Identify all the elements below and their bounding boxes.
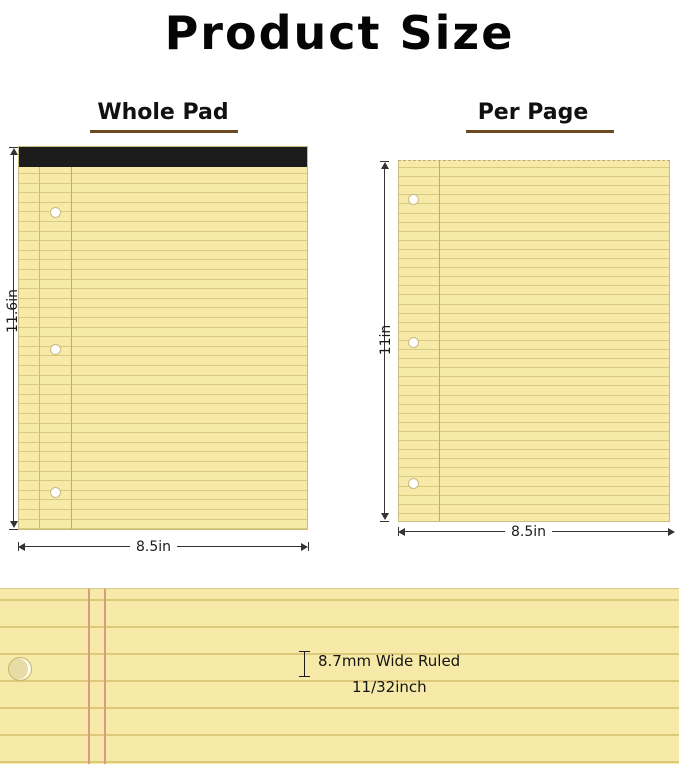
rule-line xyxy=(19,480,307,481)
rule-line xyxy=(19,403,307,404)
whole-pad-edge-line xyxy=(39,167,40,529)
rule-line xyxy=(19,250,307,251)
rule-line xyxy=(19,346,307,347)
rule-line xyxy=(19,423,307,424)
rule-line xyxy=(19,384,307,385)
rule-line xyxy=(19,355,307,356)
rule-line xyxy=(19,288,307,289)
whole-pad-width-cap-right xyxy=(308,542,309,551)
punch-hole-bottom xyxy=(50,487,61,498)
rule-line xyxy=(19,327,307,328)
rule-line xyxy=(19,519,307,520)
rule-spacing-caliper-cap-top xyxy=(299,651,310,652)
detail-punch-hole xyxy=(8,657,32,681)
page-title: Product Size xyxy=(164,6,515,60)
per-page-height-arrow-bottom xyxy=(381,513,389,520)
rule-line xyxy=(19,202,307,203)
rule-line xyxy=(19,221,307,222)
rule-line xyxy=(19,471,307,472)
rule-line xyxy=(19,365,307,366)
rule-line xyxy=(19,413,307,414)
rule-line xyxy=(19,211,307,212)
rule-line xyxy=(19,183,307,184)
detail-margin-line xyxy=(88,589,90,764)
per-page-height-cap-top xyxy=(380,161,389,162)
rule-line xyxy=(19,509,307,510)
rule-line xyxy=(19,317,307,318)
rule-line xyxy=(19,192,307,193)
whole-pad-height-arrow-top xyxy=(10,148,18,155)
rule-line xyxy=(0,734,679,736)
rule-line xyxy=(19,307,307,308)
per-page-width-cap-left xyxy=(398,527,399,536)
rule-line xyxy=(19,231,307,232)
rule-line xyxy=(0,680,679,682)
heading-underline-whole-pad xyxy=(90,130,238,133)
punch-hole-middle xyxy=(50,344,61,355)
per-page-illustration xyxy=(398,160,670,522)
whole-pad-width-label: 8.5in xyxy=(130,539,177,555)
whole-pad-width-arrow-left xyxy=(18,543,25,551)
whole-pad-height-cap-bottom xyxy=(9,529,18,530)
rule-line xyxy=(0,599,679,601)
rule-spacing-detail-strip xyxy=(0,588,679,764)
rule-line xyxy=(19,442,307,443)
per-page-height-arrow-top xyxy=(381,162,389,169)
page-punch-hole-bottom xyxy=(408,478,419,489)
rule-line xyxy=(19,394,307,395)
rule-line xyxy=(19,173,307,174)
section-heading-per-page: Per Page xyxy=(477,100,589,125)
page-punch-hole-top xyxy=(408,194,419,205)
punch-hole-top xyxy=(50,207,61,218)
rule-spacing-inch-label: 11/32inch xyxy=(352,678,427,696)
rule-line xyxy=(19,336,307,337)
rule-line xyxy=(0,707,679,709)
rule-line xyxy=(19,461,307,462)
rule-line xyxy=(19,240,307,241)
rule-spacing-caliper-cap-bottom xyxy=(299,676,310,677)
whole-pad-rule-lines xyxy=(19,147,307,529)
heading-underline-per-page xyxy=(466,130,614,133)
rule-spacing-caliper xyxy=(304,651,305,676)
per-page-margin-line xyxy=(439,161,440,521)
whole-pad-width-cap-left xyxy=(18,542,19,551)
rule-line xyxy=(19,499,307,500)
section-heading-whole-pad: Whole Pad xyxy=(97,100,229,125)
rule-line xyxy=(19,432,307,433)
per-page-height-label: 11in xyxy=(378,324,394,356)
rule-line xyxy=(19,490,307,491)
per-page-width-arrow-right xyxy=(668,528,675,536)
whole-pad-height-cap-top xyxy=(9,147,18,148)
rule-line xyxy=(0,626,679,628)
rule-line xyxy=(19,298,307,299)
rule-line xyxy=(19,528,307,529)
rule-line xyxy=(19,269,307,270)
whole-pad-illustration xyxy=(18,146,308,530)
rule-line xyxy=(19,451,307,452)
rule-spacing-label: 8.7mm Wide Ruled xyxy=(318,652,461,670)
detail-margin-line-secondary xyxy=(104,589,106,764)
rule-line xyxy=(19,279,307,280)
page-punch-hole-middle xyxy=(408,337,419,348)
per-page-width-label: 8.5in xyxy=(505,524,552,540)
whole-pad-height-label: 11.6in xyxy=(5,289,21,333)
whole-pad-margin-line xyxy=(71,167,72,529)
rule-line xyxy=(19,375,307,376)
whole-pad-width-arrow-right xyxy=(301,543,308,551)
whole-pad-height-arrow-bottom xyxy=(10,521,18,528)
rule-line xyxy=(19,259,307,260)
per-page-height-cap-bottom xyxy=(380,521,389,522)
per-page-width-arrow-left xyxy=(398,528,405,536)
